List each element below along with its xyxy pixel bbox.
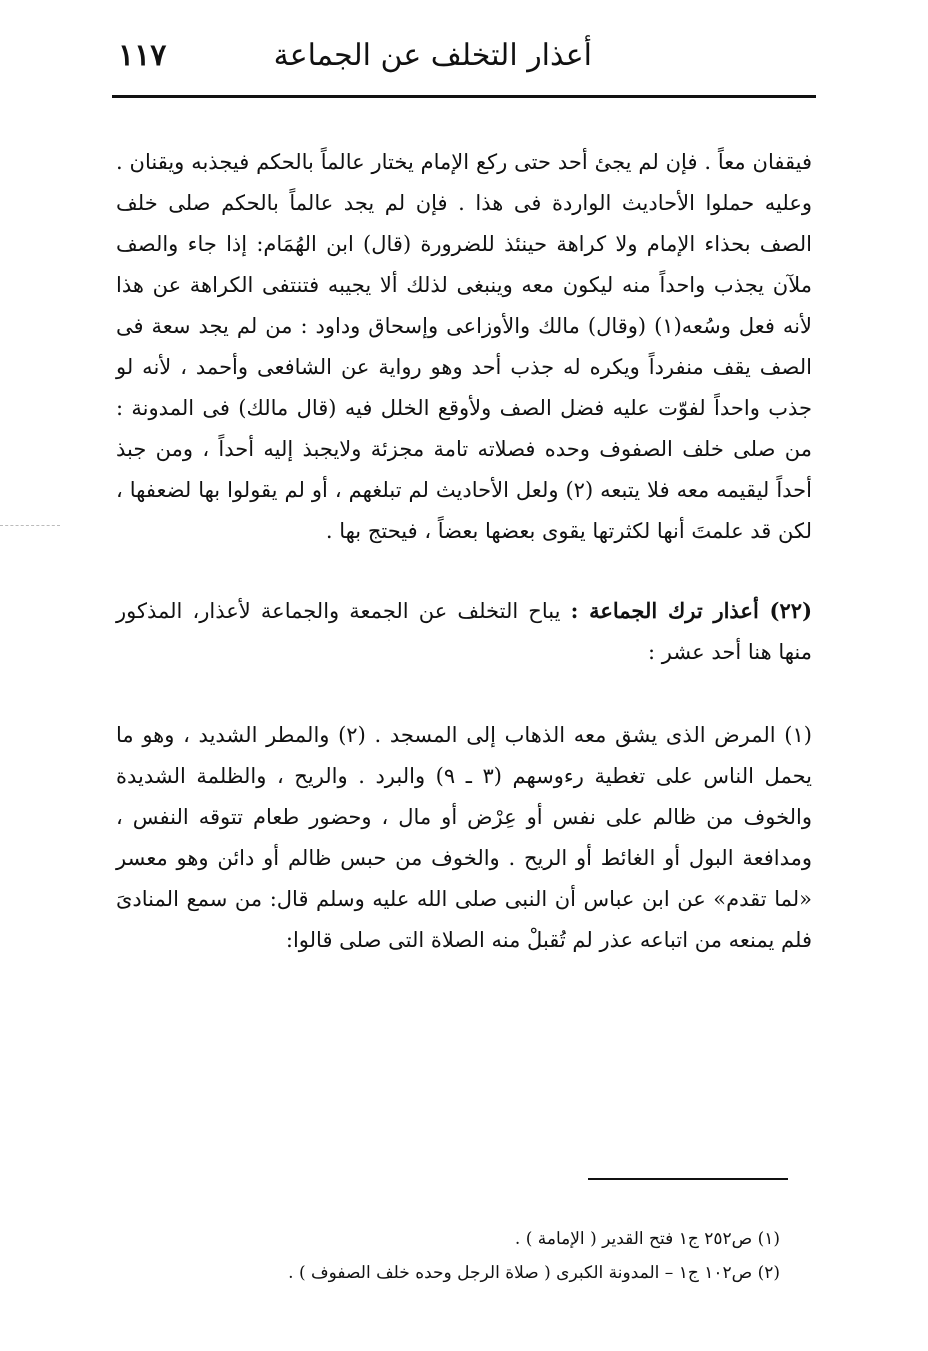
section-intro: يباح التخلف عن الجمعة والجماعة لأعذار، المذكور منها هنا أحد عشر :: [116, 599, 812, 664]
excuses-list-paragraph: (١) المرض الذى يشق معه الذهاب إلى المسجد . (٢) والمطر الشديد ، وهو ما يحمل الناس على تغطية رءوسهم (٣ ـ ٩) والبرد . والريح ، والظلمة الشديدة والخوف من ظالم على نفس أو عِرْض أو مال ، وحضور طعام تتوقه النفس ، ومدافعة البول أو الغائط أو الريح . والخوف من حبس ظالم أو دائن وهو معسر «لما تقدم» عن ابن عباس أن النبى صلى الله عليه وسلم قال: من سمع المنادىَ فلم يمنعه من اتباعه عذر لم تُقبلْ منه الصلاة التى صلى قالوا:: [116, 723, 812, 952]
paragraph-gap: [116, 673, 812, 715]
page-number: ١١٧: [118, 38, 167, 73]
paragraph-gap: [116, 552, 812, 590]
footnote: (٢) ص١٠٢ ج١ – المدونة الكبرى ( صلاة الرجل وحده خلف الصفوف ) .: [288, 1263, 780, 1283]
page-header: [112, 30, 812, 86]
section-heading: (٢٢) أعذار ترك الجماعة :: [570, 598, 812, 623]
footnote-rule: [588, 1178, 788, 1180]
header-rule: [112, 95, 816, 98]
running-title: أعذار التخلف عن الجماعة: [273, 38, 592, 73]
section-paragraph: [116, 590, 812, 673]
scan-artifact-line: [0, 525, 60, 527]
main-text: [116, 142, 812, 961]
footnotes: [150, 1222, 780, 1290]
footnote: (١) ص٢٥٢ ج١ فتح القدير ( الإمامة ) .: [514, 1229, 780, 1249]
paragraph: فيقفان معاً . فإن لم يجئ أحد حتى ركع الإمام يختار عالماً بالحكم فيجذبه ويقنان . وعليه حملوا الأحاديث الواردة فى هذا . فإن لم يجد عالماً بالحكم صلى خلف الصف بحذاء الإمام ولا كراهة حينئذ للضرورة (قال) ابن الهُمَام: إذا جاء والصف ملآن يجذب واحداً منه ليكون معه وينبغى لذلك ألا يجيبه فتنتفى الكراهة عن هذا لأنه فعل وسُعه(١) (وقال) مالك والأوزاعى وإسحاق وداود : من لم يجد سعة فى الصف يقف منفرداً ويكره له جذب أحد وهو رواية عن الشافعى وأحمد ، لأنه لو جذب واحداً لفوّت عليه فضل الصف ولأوقع الخلل فيه (قال مالك) فى المدونة : من صلى خلف الصفوف وحده فصلاته تامة مجزئة ولايجبذ إليه أحداً ، ومن جبذ أحداً ليقيمه معه فلا يتبعه (٢) ولعل الأحاديث لم تبلغهم ، أو لم يقولوا بها لضعفها ، لكن قد علمتَ أنها لكثرتها يقوى بعضها بعضاً ، فيحتج بها .: [116, 150, 812, 543]
